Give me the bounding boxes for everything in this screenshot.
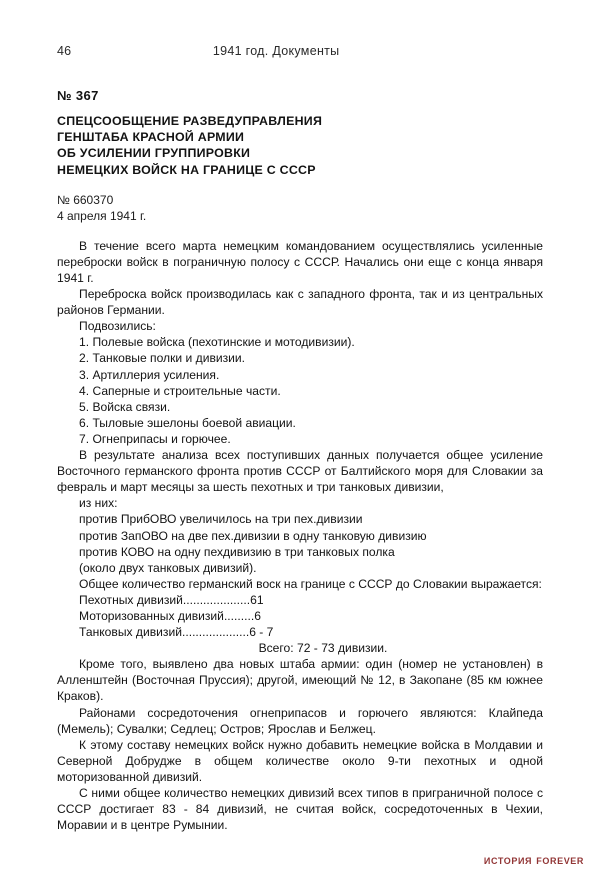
- title-line-1: СПЕЦСООБЩЕНИЕ РАЗВЕДУПРАВЛЕНИЯ: [57, 114, 323, 128]
- title-line-2: ГЕНШТАБА КРАСНОЙ АРМИИ: [57, 130, 245, 145]
- tally-value: 6 - 7: [249, 625, 274, 640]
- page-content: [57, 0, 543, 833]
- tally-value: 61: [250, 592, 264, 607]
- document-date: 4 апреля 1941 г.: [57, 208, 147, 223]
- tally-row: [57, 592, 543, 608]
- paragraph-4: Общее количество германский воск на границе с СССР до Словакии выражается:: [79, 576, 542, 591]
- paragraph-1: В течение всего марта немецким командованием осуществлялись усиленные переброски войск в пограничную полосу с СССР. Начались они еще с конца января 1941 г.: [57, 238, 543, 285]
- breakdown-line: против ЗапОВО на две пех.дивизии в одну танковую дивизию: [79, 528, 427, 543]
- running-head: [57, 44, 543, 62]
- list-item: 2. Танковые полки и дивизии.: [79, 351, 246, 366]
- paragraph-7: К этому составу немецких войск нужно добавить немецкие войска в Молдавии и Северной Добрудже в общем количестве около 9-ти пехотных и одной моторизованной дивизий.: [57, 737, 543, 784]
- supply-list: [57, 334, 543, 447]
- breakdown-line: против ПрибОВО увеличилось на три пех.дивизии: [79, 512, 363, 527]
- tally-value: 6: [254, 608, 261, 623]
- breakdown-line: (около двух танковых дивизий).: [79, 560, 257, 575]
- list-item: 5. Войска связи.: [79, 399, 171, 414]
- document-number: № 367: [57, 88, 99, 103]
- tally-row: [57, 624, 543, 640]
- list-item: 1. Полевые войска (пехотинские и мотодивизии).: [79, 335, 355, 350]
- paragraph-6: Районами сосредоточения огнеприпасов и горючего являются: Клайпеда (Мемель); Сувалки; Седлец; Остров; Ярослав и Белжец.: [57, 705, 543, 736]
- list-item: 4. Саперные и строительные части.: [79, 383, 281, 398]
- tally-label: Пехотных дивизий: [79, 592, 183, 607]
- running-title: 1941 год. Документы: [212, 44, 340, 58]
- paragraph-5: Кроме того, выявлено два новых штаба армии: один (номер не установлен) в Алленштейн (Восточная Пруссия); другой, имеющий № 12, в Закопане (85 км южнее Краков).: [57, 657, 543, 704]
- breakdown-list: [57, 511, 543, 575]
- division-tally: [57, 592, 543, 656]
- tally-label: Моторизованных дивизий: [79, 608, 224, 623]
- tally-leader: ....................: [182, 592, 251, 607]
- tally-label: Танковых дивизий: [79, 625, 182, 640]
- paragraph-3: В результате анализа всех поступивших данных получается общее усиление Восточного германского фронта против СССР от Балтийского моря для Словакии за февраль и март месяцы за шесть пехотных и три танковых дивизии,: [57, 448, 543, 495]
- document-title: [57, 113, 543, 178]
- title-line-4: НЕМЕЦКИХ ВОЙСК НА ГРАНИЦЕ С СССР: [57, 162, 316, 177]
- paragraph-2: Переброска войск производилась как с западного фронта, так и из центральных районов Германии.: [57, 287, 543, 318]
- list-item: 7. Огнеприпасы и горючее.: [79, 431, 231, 446]
- tally-row: [57, 608, 543, 624]
- tally-leader: ....................: [181, 625, 250, 640]
- tally-leader: .........: [223, 608, 255, 623]
- document-meta: [57, 192, 543, 224]
- reference-number: № 660370: [57, 192, 114, 207]
- list-item: 6. Тыловые эшелоны боевой авиации.: [79, 415, 296, 430]
- paragraph-8: С ними общее количество немецких дивизий всех типов в приграничной полосе с СССР достигает 83 - 84 дивизий, не считая войск, сосредоточенных в Чехии, Моравии и в центре Румынии.: [57, 786, 543, 833]
- breakdown-label: из них:: [79, 496, 118, 511]
- title-line-3: ОБ УСИЛЕНИИ ГРУППИРОВКИ: [57, 146, 251, 161]
- supply-label: Подвозились:: [79, 319, 156, 334]
- document-body: [57, 238, 543, 833]
- list-item: 3. Артиллерия усиления.: [79, 367, 220, 382]
- tally-total: Всего: 72 - 73 дивизии.: [258, 641, 388, 656]
- page-number: 46: [57, 44, 72, 58]
- breakdown-line: против КОВО на одну пехдивизию в три танковых полка: [79, 544, 395, 559]
- watermark: история forever: [483, 852, 584, 867]
